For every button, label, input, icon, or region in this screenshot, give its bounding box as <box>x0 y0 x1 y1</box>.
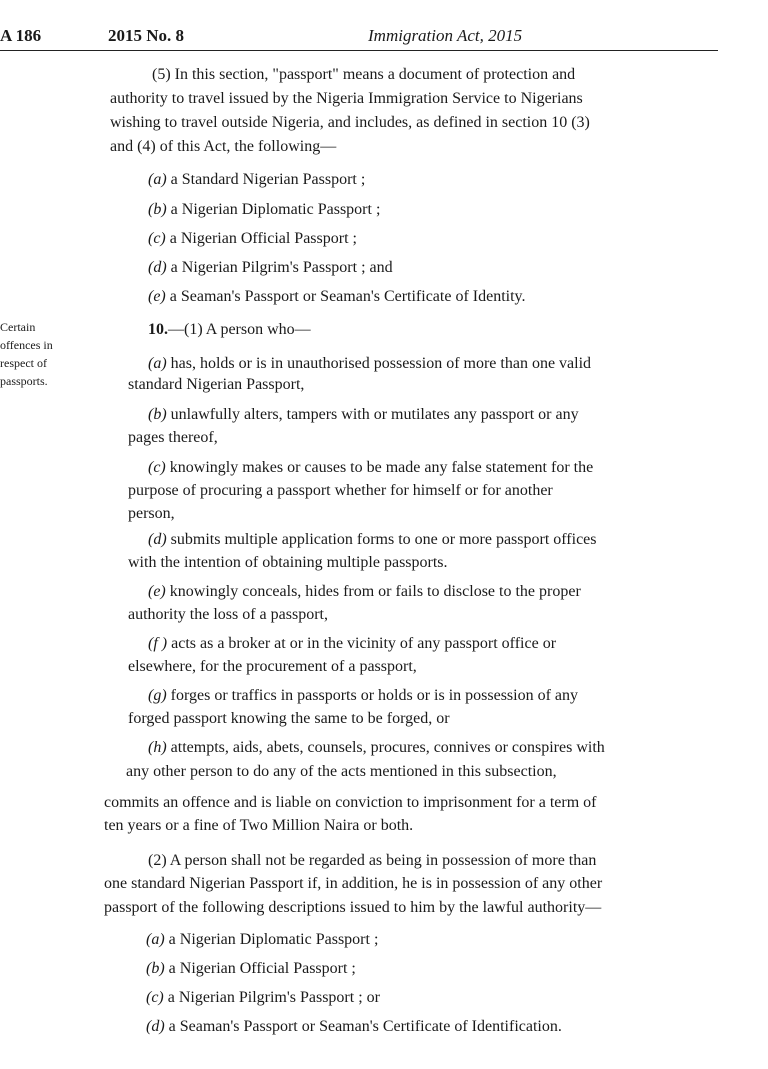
header-rule <box>0 50 718 51</box>
item-text: a Seaman's Passport or Seaman's Certificate of Identity. <box>165 288 526 305</box>
paragraph-line <box>148 634 556 654</box>
item-text: a Nigerian Pilgrim's Passport ; and <box>166 259 393 276</box>
list-item <box>148 258 393 278</box>
item-label: (g) <box>148 687 167 704</box>
paragraph-line <box>128 709 450 729</box>
item-label: (d) <box>148 259 167 276</box>
section-5-line: authority to travel issued by the Nigeria Immigration Service to Nigerians <box>110 90 583 107</box>
list-item <box>148 200 380 220</box>
closing-line: commits an offence and is liable on conviction to imprisonment for a term of <box>104 794 597 811</box>
page-number: A 186 <box>0 26 42 45</box>
item-label: (h) <box>148 739 167 756</box>
section-5-line: (5) In this section, "passport" means a document of protection and <box>152 66 576 83</box>
paragraph-line <box>128 481 553 501</box>
item-text: a Nigerian Diplomatic Passport ; <box>164 931 379 948</box>
paragraph-line <box>128 553 448 573</box>
margin-note-line: offences in <box>0 338 53 352</box>
paragraph-line <box>148 686 578 706</box>
paragraph-line <box>128 657 417 677</box>
item-text: a Seaman's Passport or Seaman's Certificate of Identification. <box>164 1018 562 1035</box>
item-text: a Nigerian Diplomatic Passport ; <box>166 201 381 218</box>
paragraph-line <box>126 762 557 782</box>
item-label: (e) <box>148 288 166 305</box>
item-text: with the intention of obtaining multiple passports. <box>128 554 448 571</box>
paragraph-line <box>148 582 581 602</box>
paragraph-line <box>128 428 218 448</box>
item-text: purpose of procuring a passport whether for himself or for another <box>128 482 553 499</box>
item-text: submits multiple application forms to one or more passport offices <box>166 531 597 548</box>
closing-line: ten years or a fine of Two Million Naira or both. <box>104 817 414 834</box>
item-text: has, holds or is in unauthorised possession of more than one valid <box>166 355 592 372</box>
list-item <box>146 959 356 979</box>
subsection-2-line: passport of the following descriptions issued to him by the lawful authority— <box>104 899 602 916</box>
item-label: (e) <box>148 583 166 600</box>
item-text: forged passport knowing the same to be forged, or <box>128 710 450 727</box>
item-text: a Standard Nigerian Passport ; <box>166 171 366 188</box>
item-label: (a) <box>148 171 167 188</box>
item-text: knowingly conceals, hides from or fails to disclose to the proper <box>165 583 581 600</box>
list-item <box>146 988 380 1008</box>
paragraph-line <box>148 354 591 374</box>
subsection-2-line: one standard Nigerian Passport if, in addition, he is in possession of any other <box>104 875 603 892</box>
item-text: authority the loss of a passport, <box>128 606 328 623</box>
list-item <box>148 170 365 190</box>
item-text: unlawfully alters, tampers with or mutilates any passport or any <box>166 406 579 423</box>
section-heading-text: —(1) A person who— <box>168 321 311 338</box>
paragraph-line <box>128 375 304 395</box>
item-text: any other person to do any of the acts mentioned in this subsection, <box>126 763 557 780</box>
item-text: a Nigerian Pilgrim's Passport ; or <box>163 989 380 1006</box>
item-text: elsewhere, for the procurement of a passport, <box>128 658 417 675</box>
item-text: a Nigerian Official Passport ; <box>165 230 357 247</box>
item-label: (b) <box>148 406 167 423</box>
item-label: (f ) <box>148 635 168 652</box>
item-label: (c) <box>148 459 166 476</box>
paragraph-line <box>148 738 605 758</box>
list-item <box>146 930 378 950</box>
act-number: 2015 No. 8 <box>108 26 185 45</box>
paragraph-line <box>148 530 597 550</box>
item-label: (c) <box>148 230 166 247</box>
item-label: (d) <box>148 531 167 548</box>
item-text: standard Nigerian Passport, <box>128 376 305 393</box>
list-item <box>148 287 526 307</box>
item-label: (a) <box>148 355 167 372</box>
item-label: (b) <box>146 960 165 977</box>
item-label: (b) <box>148 201 167 218</box>
paragraph-line <box>148 458 593 478</box>
list-item <box>148 229 357 249</box>
item-label: (a) <box>146 931 165 948</box>
item-text: person, <box>128 505 175 522</box>
item-text: attempts, aids, abets, counsels, procures, connives or conspires with <box>166 739 605 756</box>
margin-note-line: passports. <box>0 374 48 388</box>
item-label: (d) <box>146 1018 165 1035</box>
section-number: 10. <box>148 321 168 338</box>
item-label: (c) <box>146 989 164 1006</box>
item-text: acts as a broker at or in the vicinity of any passport office or <box>167 635 557 652</box>
paragraph-line <box>128 605 328 625</box>
list-item <box>146 1017 562 1037</box>
item-text: pages thereof, <box>128 429 218 446</box>
paragraph-line <box>148 405 579 425</box>
item-text: a Nigerian Official Passport ; <box>164 960 356 977</box>
section-5-line: wishing to travel outside Nigeria, and includes, as defined in section 10 (3) <box>110 114 590 131</box>
margin-note-line: Certain <box>0 320 36 334</box>
item-text: forges or traffics in passports or holds or is in possession of any <box>166 687 579 704</box>
section-5-line: and (4) of this Act, the following— <box>110 138 337 155</box>
item-text: knowingly makes or causes to be made any false statement for the <box>165 459 594 476</box>
subsection-2-line: (2) A person shall not be regarded as being in possession of more than <box>148 852 597 869</box>
running-title: Immigration Act, 2015 <box>368 26 523 45</box>
margin-note-line: respect of <box>0 356 47 370</box>
paragraph-line <box>128 504 175 524</box>
section-10-heading <box>148 320 311 340</box>
